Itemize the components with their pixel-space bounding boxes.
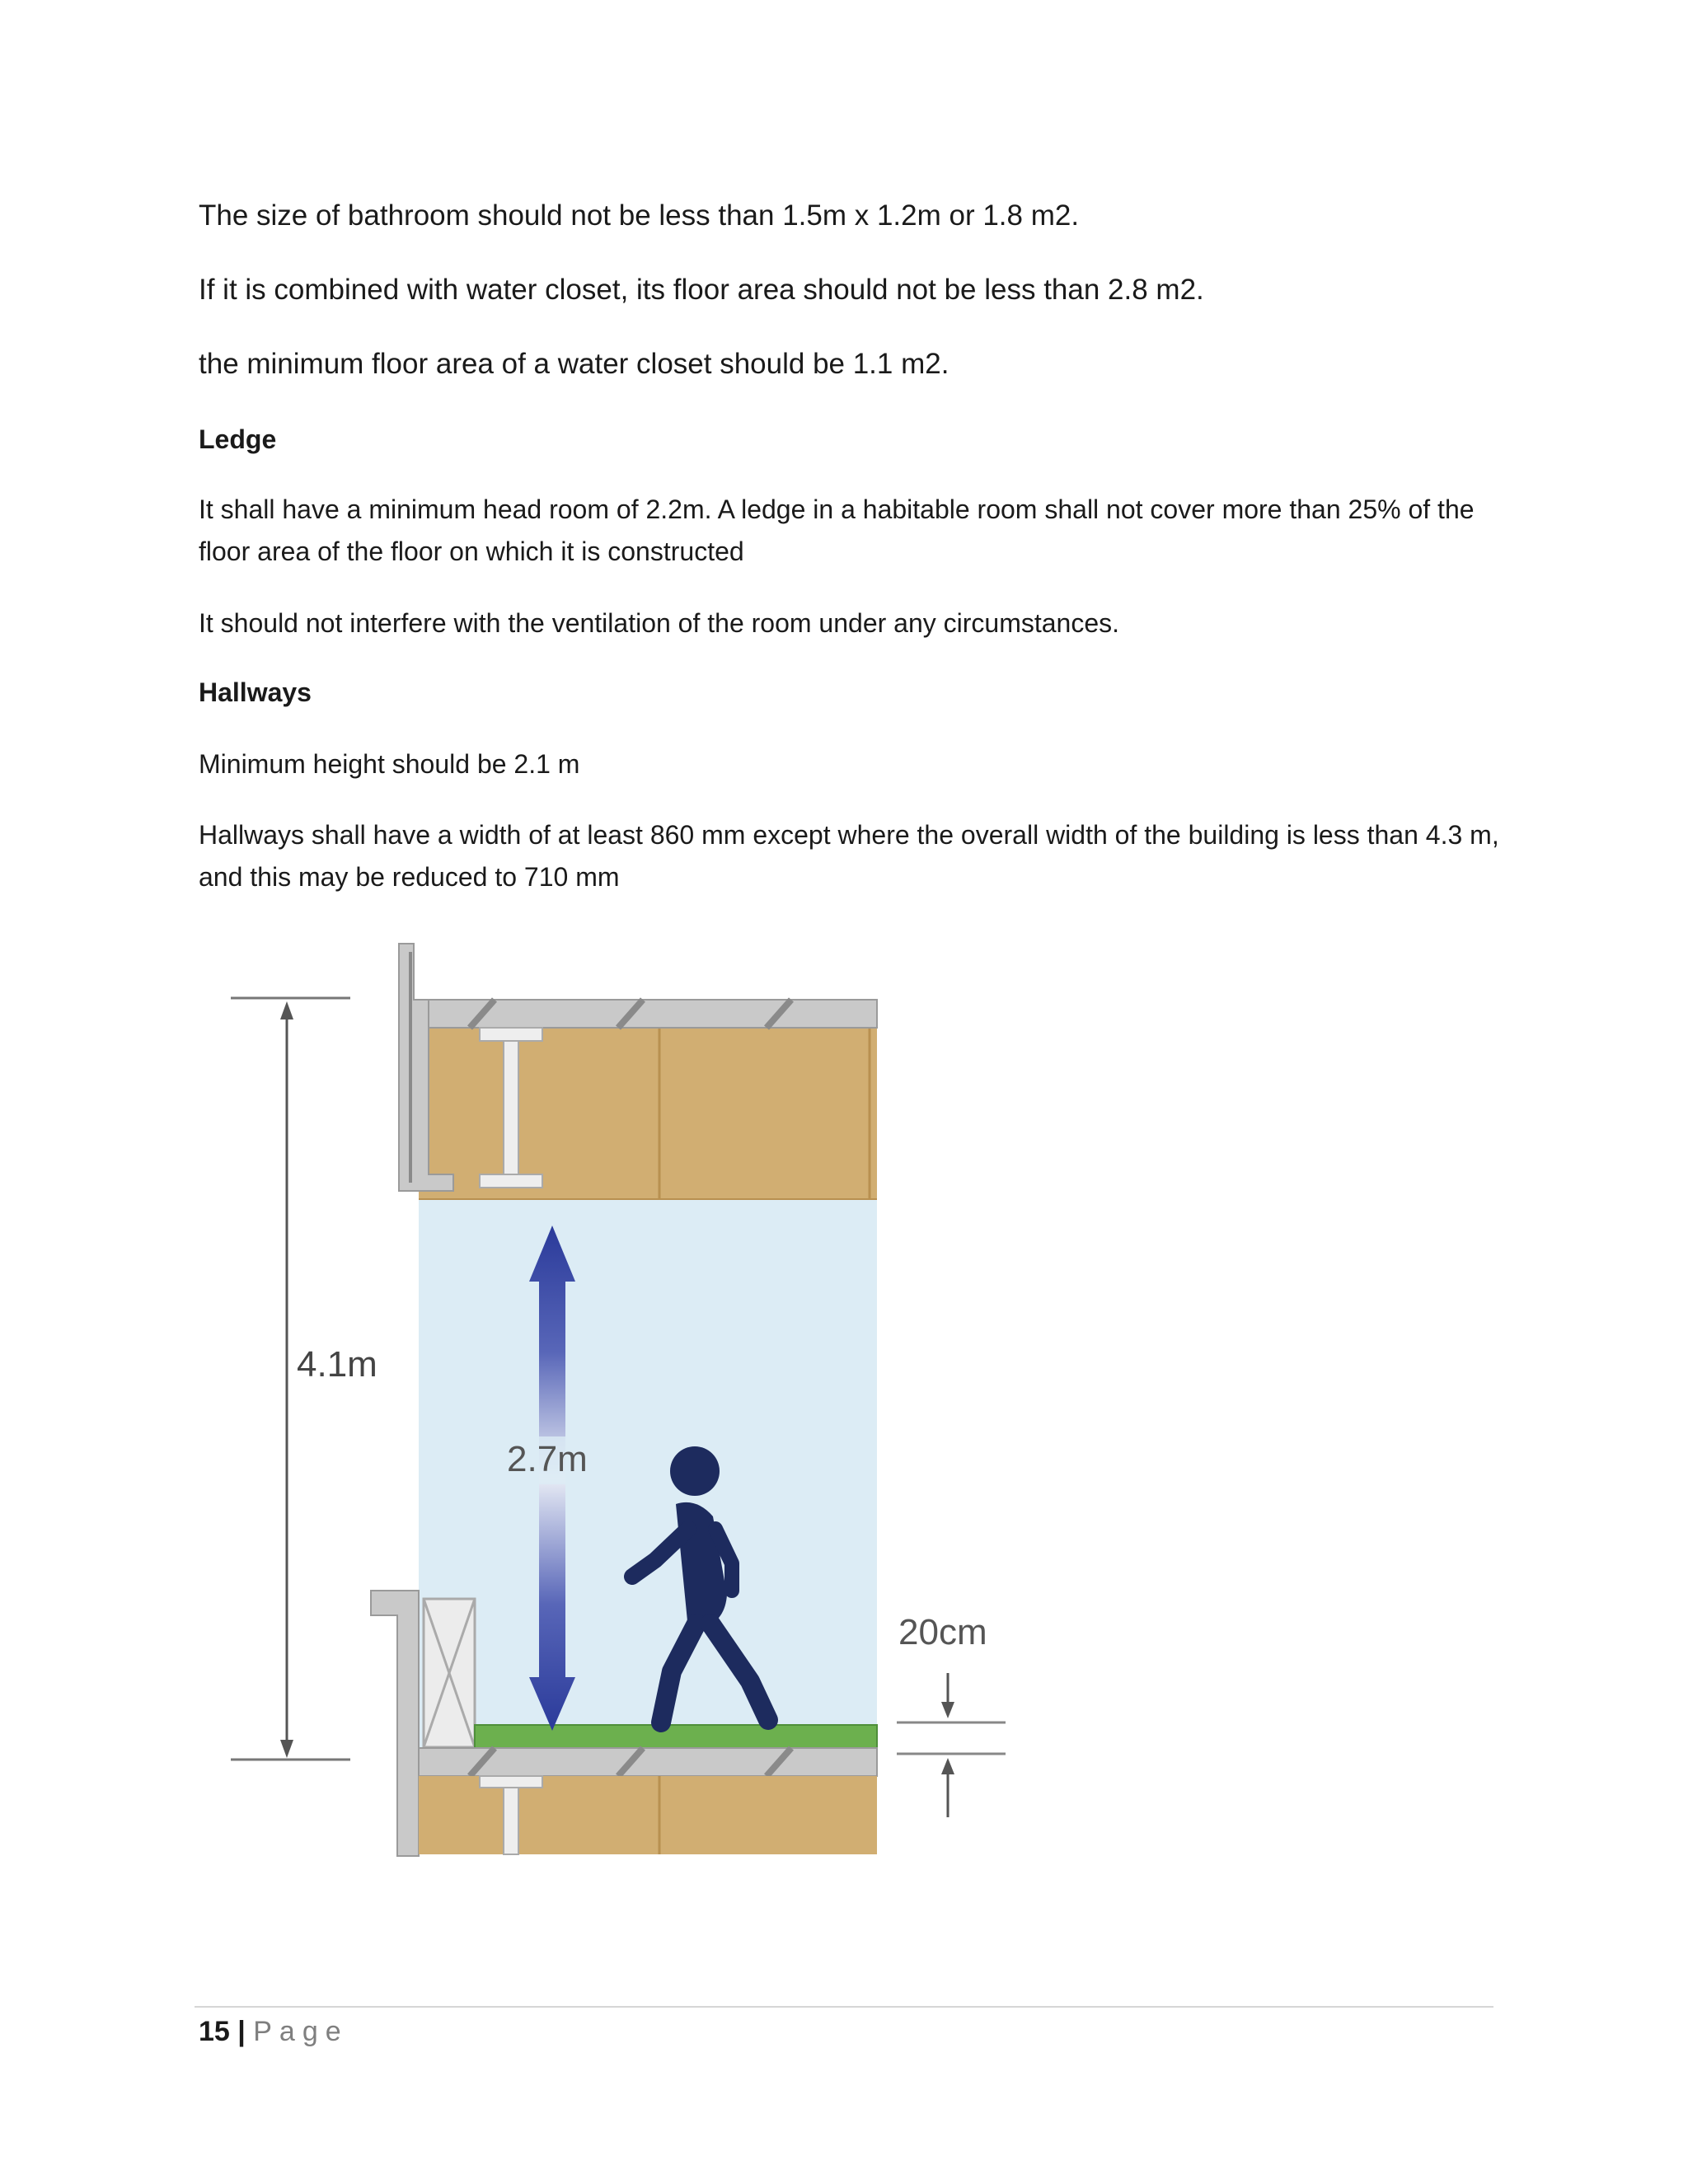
- hallways-height-text: Minimum height should be 2.1 m: [199, 749, 580, 779]
- page-footer: [199, 2013, 349, 2050]
- page-word: Page: [253, 2016, 349, 2047]
- water-closet-area-text: the minimum floor area of a water closet should be 1.1 m2.: [199, 348, 950, 380]
- ledge-headroom-text: It shall have a minimum head room of 2.2m. A ledge in a habitable room shall not cover more than 25% of the floor area of the floor on which it is constructed: [199, 494, 1475, 566]
- page-separator: |: [237, 2016, 246, 2047]
- total-height-label: 4.1m: [297, 1344, 377, 1385]
- page-number: 15: [199, 2016, 230, 2047]
- floor-finish: [475, 1725, 877, 1748]
- headroom-section-diagram: [223, 935, 1014, 1867]
- ledge-ventilation-text: It should not interfere with the ventilation of the room under any circumstances.: [199, 608, 1120, 638]
- combined-water-closet-text: If it is combined with water closet, its floor area should not be less than 2.8 m2.: [199, 274, 1204, 306]
- ledge-heading: Ledge: [199, 424, 277, 454]
- footer-rule: [195, 2006, 1493, 2008]
- clear-height-label: 2.7m: [507, 1439, 588, 1479]
- hallways-heading: Hallways: [199, 677, 312, 707]
- bathroom-size-text: The size of bathroom should not be less than 1.5m x 1.2m or 1.8 m2.: [199, 199, 1080, 232]
- floor-thickness-label: 20cm: [898, 1612, 987, 1652]
- hallways-width-text: Hallways shall have a width of at least 860 mm except where the overall width of the building is less than 4.3 m, and this may be reduced to 710 mm: [199, 820, 1499, 892]
- lower-wall: [371, 1591, 419, 1856]
- upper-floor-joists: [419, 1028, 877, 1199]
